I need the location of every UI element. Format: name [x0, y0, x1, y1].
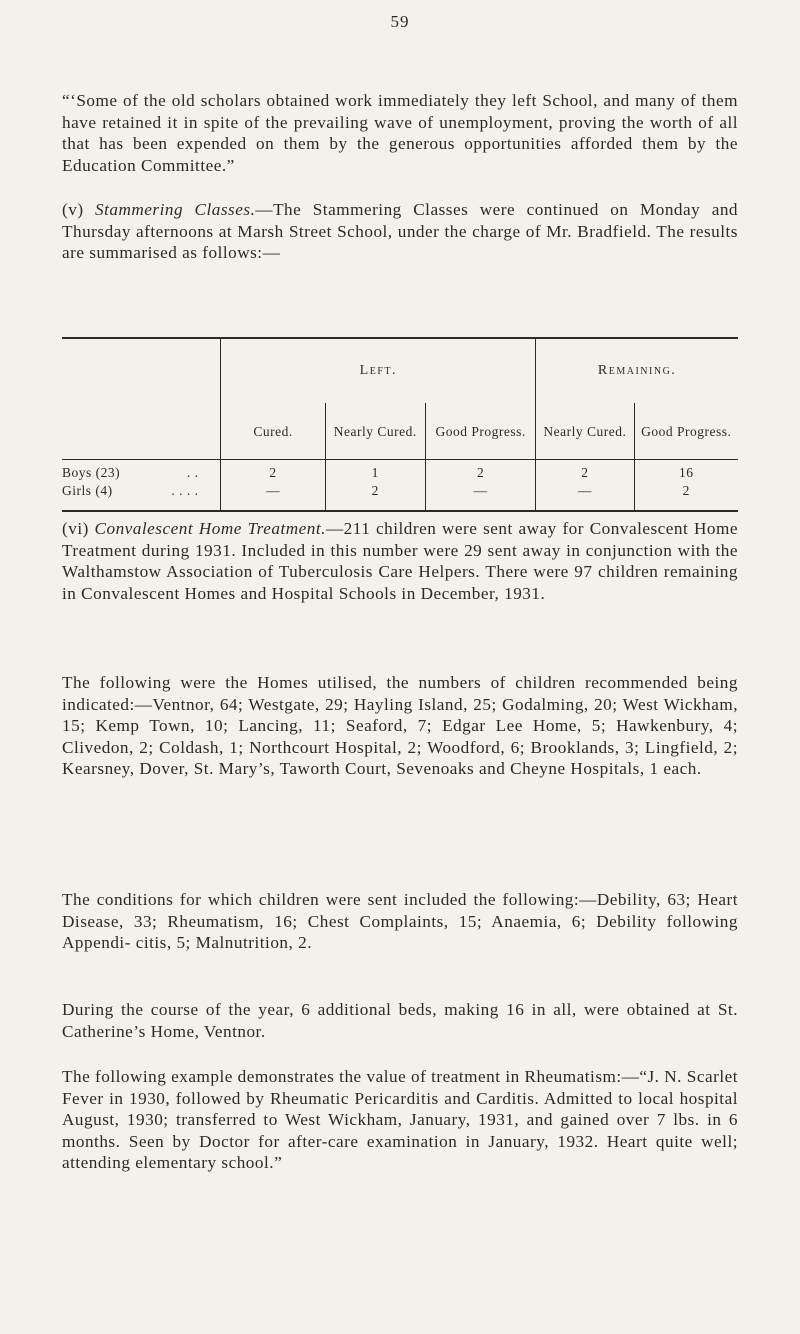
section-title: Stammering Classes. [95, 200, 256, 219]
row-label: Girls (4) . . . . [62, 483, 199, 498]
row-label: Boys (23) . . [62, 465, 199, 480]
section-number: (v) [62, 200, 84, 219]
page-number: 59 [390, 12, 410, 31]
conditions-paragraph: The conditions for which children were sent included the following:—Debility, 63; Heart Disease, 33; Rheumatism, 16; Chest Complaints, 15; Anaemia, 6; Debility following Appendi- citis, 5; Malnutrition, 2. [62, 890, 738, 953]
group-header-left: Left. [221, 338, 536, 403]
column-header: Nearly Cured. [536, 403, 634, 460]
table-cell: 2 [221, 460, 325, 483]
column-header: Nearly Cured. [325, 403, 425, 460]
group-header-remaining: Remaining. [536, 338, 738, 403]
section-number: (vi) [62, 519, 89, 538]
table-cell: — [425, 482, 535, 511]
stammering-paragraph [62, 199, 738, 264]
beds-paragraph: During the course of the year, 6 additional beds, making 16 in all, were obtained at St. Catherine’s Home, Ventnor. [62, 1000, 738, 1041]
section-text: —The Stammering Classes were continued on Monday and Thursday afternoons at Marsh Street School, under the charge of Mr. Bradfield. The results are summarised as follows:— [62, 200, 739, 263]
section-title: Convalescent Home Treatment. [94, 519, 326, 538]
section-text: —211 children were sent away for Convalescent Home Treatment during 1931. Included in this number were 29 sent away in conjunction with the Walthamstow Association of Tuberculosis Care Helpers. There were 97 children remaining in Convalescent Homes and Hospital Schools in December, 1931. [62, 519, 738, 603]
convalescent-paragraph [62, 518, 738, 604]
table-cell: 2 [425, 460, 535, 483]
quote-paragraph: “‘Some of the old scholars obtained work immediately they left School, and many of them have retained it in spite of the prevailing wave of unemployment, proving the worth of all that has been expended on them by the generous opportunities afforded them by the Education Committee.” [62, 91, 738, 175]
table-row [62, 482, 738, 511]
column-header: Cured. [221, 403, 325, 460]
table-row [62, 460, 738, 483]
table-cell: 2 [634, 482, 738, 511]
column-header: Good Progress. [425, 403, 535, 460]
table-cell: 1 [325, 460, 425, 483]
column-header: Good Progress. [634, 403, 738, 460]
table-cell: 16 [634, 460, 738, 483]
table-cell: 2 [325, 482, 425, 511]
homes-paragraph: The following were the Homes utilised, the numbers of children recommended being indicated:—Ventnor, 64; Westgate, 29; Hayling Island, 25; Godalming, 20; West Wickham, 15; Kemp Town, 10; Lancing, 11; Seaford, 7; Edgar Lee Home, 5; Hawkenbury, 4; Clivedon, 2; Coldash, 1; Northcourt Hospital, 2; Woodford, 6; Brooklands, 3; Lingfield, 2; Kearsney, Dover, St. Mary’s, Taworth Court, Sevenoaks and Cheyne Hospitals, 1 each. [62, 673, 738, 779]
table-stub-header [62, 338, 221, 460]
table-cell: — [221, 482, 325, 511]
table-cell: — [536, 482, 634, 511]
table-cell: 2 [536, 460, 634, 483]
stammering-results-table [62, 337, 738, 512]
example-paragraph: The following example demonstrates the value of treatment in Rheumatism:—“J. N. Scarlet Fever in 1930, followed by Rheumatic Pericarditis and Carditis. Admitted to local hospital August, 1930; transferred to West Wickham, January, 1931, and gained over 7 lbs. in 6 months. Seen by Doctor for after-care examination in January, 1932. Heart quite well; attending elementary school.” [62, 1067, 738, 1173]
